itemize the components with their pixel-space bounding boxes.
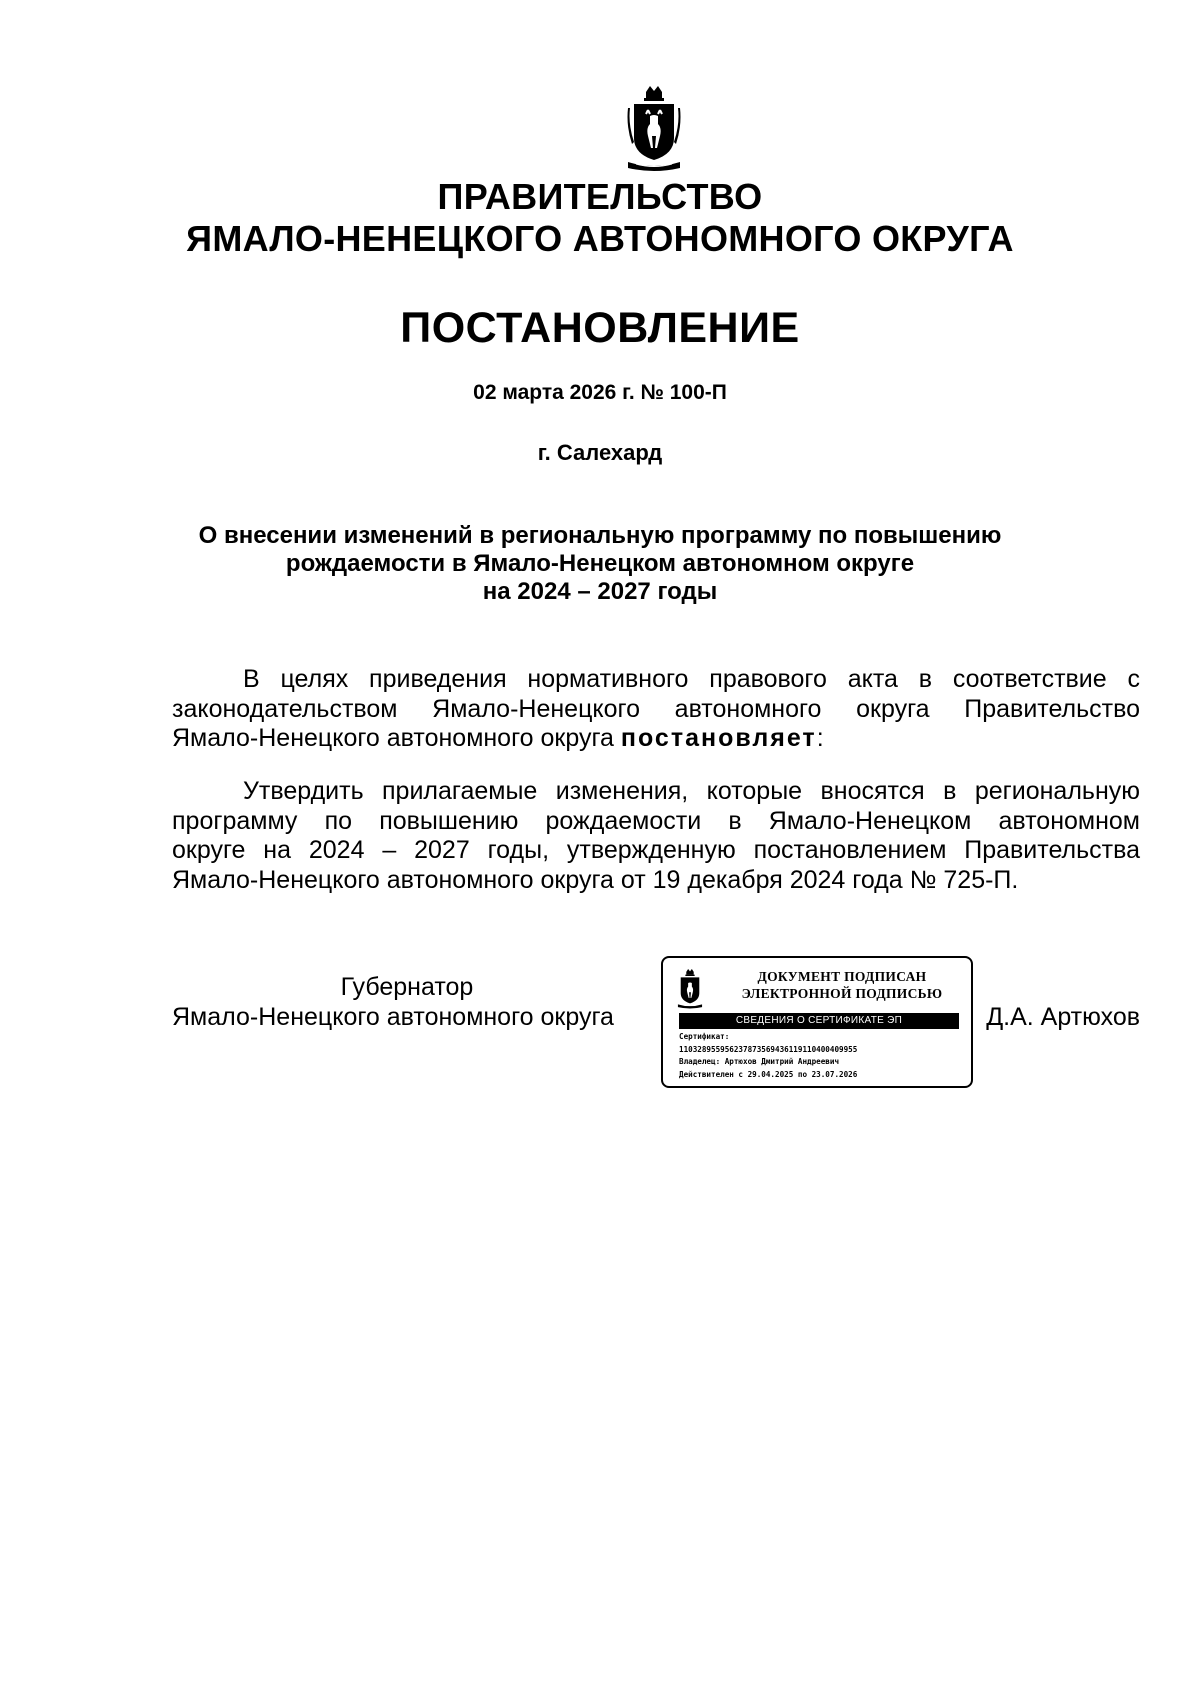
stamp-title-line1: ДОКУМЕНТ ПОДПИСАН [757, 969, 927, 984]
stamp-title-line2: ЭЛЕКТРОННОЙ ПОДПИСЬЮ [741, 986, 943, 1001]
signatory-role [172, 973, 642, 1032]
p1-line3-suffix: : [816, 724, 824, 752]
p1-line1: В целях приведения нормативного правового акта в соответствие с [243, 665, 1140, 693]
p2-line4: Ямало-Ненецкого автономного округа от 19 декабря 2024 года № 725-П. [172, 865, 1019, 894]
subject-line3: на 2024 – 2027 годы [482, 578, 718, 605]
p2-line1: Утвердить прилагаемые изменения, которые вносятся в региональную [243, 777, 1140, 805]
document-subject [170, 522, 1030, 606]
p1-line3-prefix: Ямало-Ненецкого автономного округа [172, 724, 621, 752]
p1-line2: законодательством Ямало-Ненецкого автономного округа Правительство [172, 694, 1140, 723]
p1-line3 [172, 724, 1140, 754]
stamp-emblem-icon [677, 968, 703, 1010]
signer-name: Д.А. Артюхов [986, 1003, 1140, 1031]
stamp-certificate-bar: СВЕДЕНИЯ О СЕРТИФИКАТЕ ЭП [679, 1013, 959, 1029]
subject-line1: О внесении изменений в региональную программу по повышению [198, 522, 1002, 549]
stamp-validity: Действителен с 29.04.2025 по 23.07.2026 [679, 1069, 858, 1079]
stamp-cert-label: Сертификат: [679, 1032, 730, 1041]
document-date-number: 02 марта 2026 г. № 100-П [473, 381, 727, 404]
body-paragraph-2 [172, 777, 1140, 895]
p2-line2: программу по повышению рождаемости в Ямало-Ненецком автономном [172, 806, 1140, 835]
signatory-role-line1: Губернатор [340, 973, 474, 1001]
document-type-heading: ПОСТАНОВЛЕНИЕ [400, 304, 800, 352]
signatory-role-line2: Ямало-Ненецкого автономного округа [172, 1002, 614, 1031]
document-city: г. Салехард [537, 440, 663, 465]
body-paragraph-1 [172, 665, 1140, 754]
coat-of-arms-emblem-icon [626, 84, 682, 174]
government-title-line2: ЯМАЛО-НЕНЕЦКОГО АВТОНОМНОГО ОКРУГА [186, 218, 1014, 259]
government-title-line1: ПРАВИТЕЛЬСТВО [437, 176, 763, 217]
stamp-cert-number: 110328955956237873569436119110400409955 [679, 1044, 858, 1054]
stamp-title [717, 968, 967, 1002]
p2-line3: округе на 2024 – 2027 годы, утвержденную постановлением Правительства [172, 836, 1140, 864]
electronic-signature-stamp [661, 956, 973, 1088]
stamp-owner: Владелец: Артюхов Дмитрий Андреевич [679, 1057, 840, 1067]
subject-line2: рождаемости в Ямало-Ненецком автономном округе [285, 550, 915, 577]
decree-word: постановляет [620, 724, 817, 752]
stamp-certificate-details [679, 1031, 963, 1081]
